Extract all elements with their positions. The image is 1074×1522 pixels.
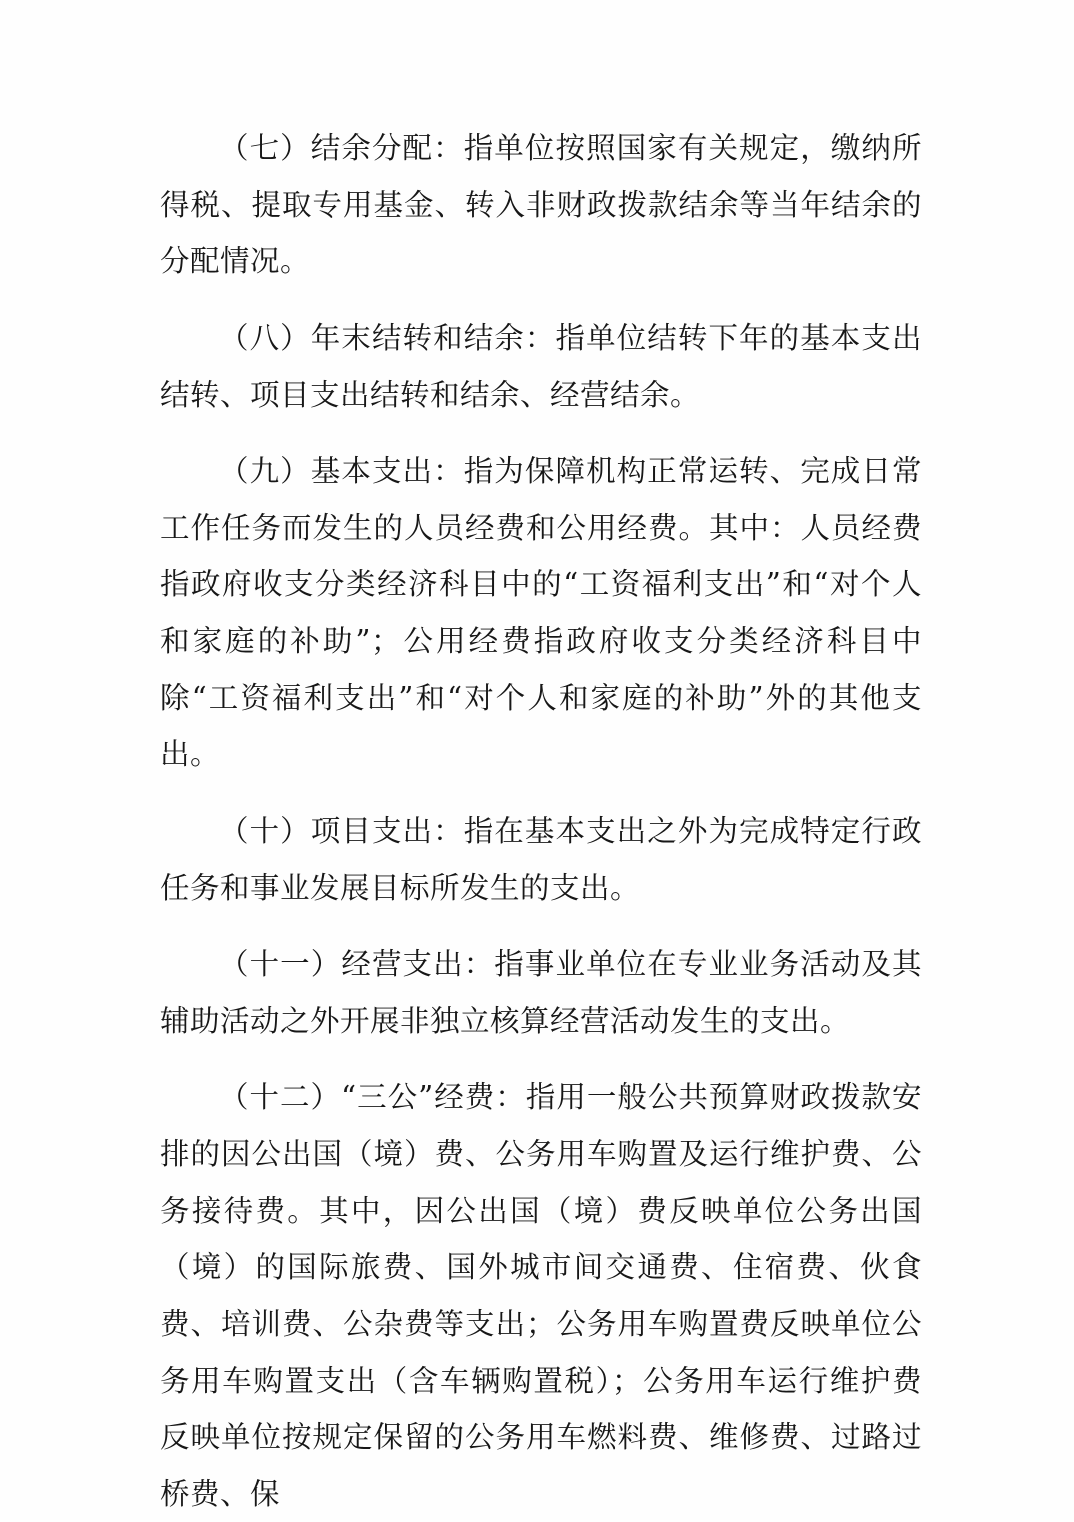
paragraph-8: （八）年末结转和结余：指单位结转下年的基本支出结转、项目支出结转和结余、经营结余。 [160,320,922,412]
paragraph-9: （九）基本支出：指为保障机构正常运转、完成日常工作任务而发生的人员经费和公用经费。其中：人员经费指政府收支分类经济科目中的“工资福利支出”和“对个人和家庭的补助”；公用经费指政府收支分类经济科目中除“工资福利支出”和“对个人和家庭的补助”外的其他支出。 [160,454,922,772]
document-body [160,120,922,1522]
paragraph-10: （十）项目支出：指在基本支出之外为完成特定行政任务和事业发展目标所发生的支出。 [160,813,922,905]
paragraph-12: （十二）“三公”经费：指用一般公共预算财政拨款安排的因公出国（境）费、公务用车购置及运行维护费、公务接待费。其中，因公出国（境）费反映单位公务出国（境）的国际旅费、国外城市间交通费、住宿费、伙食费、培训费、公杂费等支出；公务用车购置费反映单位公务用车购置支出（含车辆购置税）；公务用车运行维护费反映单位按规定保留的公务用车燃料费、维修费、过路过桥费、保 [160,1080,922,1511]
paragraph-11: （十一）经营支出：指事业单位在专业业务活动及其辅助活动之外开展非独立核算经营活动发生的支出。 [160,947,922,1038]
paragraph-7: （七）结余分配：指单位按照国家有关规定，缴纳所得税、提取专用基金、转入非财政拨款结余等当年结余的分配情况。 [160,131,922,279]
